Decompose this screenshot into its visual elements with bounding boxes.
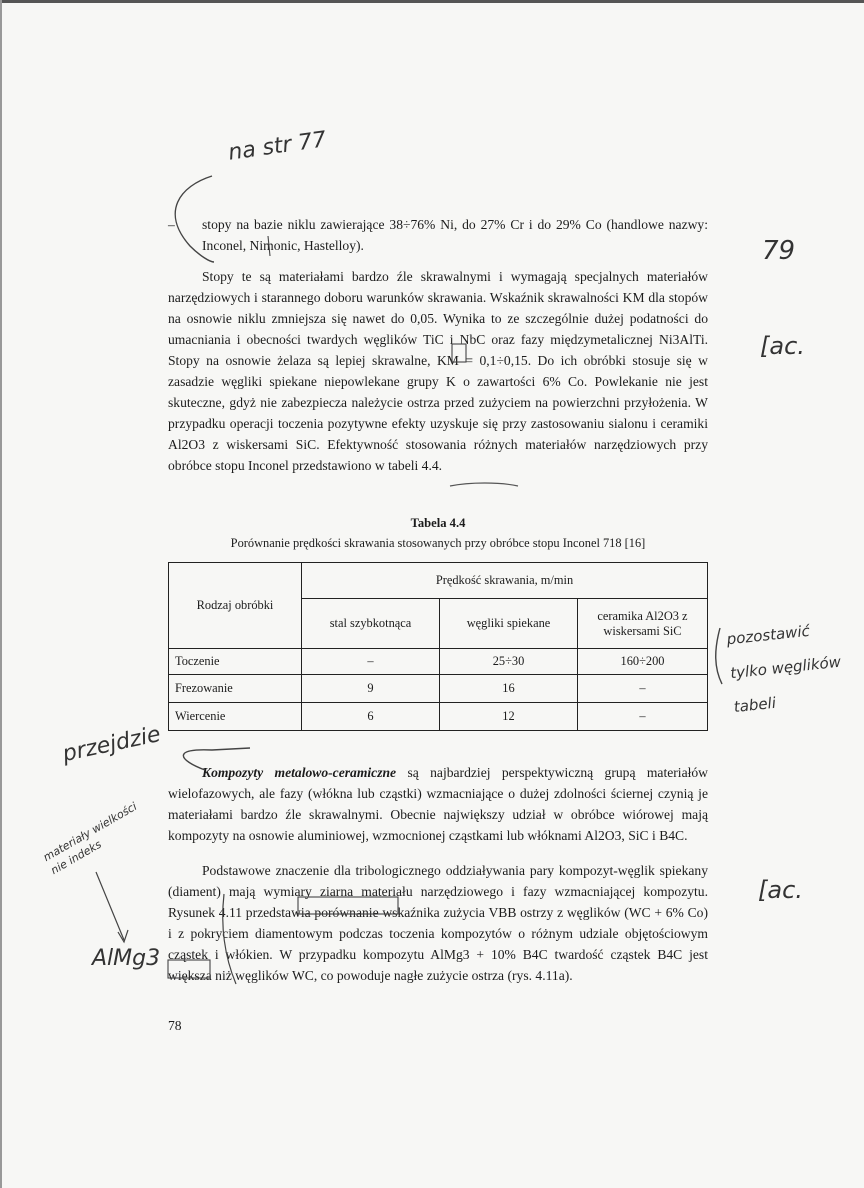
handwriting-bracket-2: [ac. xyxy=(758,876,803,904)
box-mark-rysunek xyxy=(298,897,398,914)
group-header: Prędkość skrawania, m/min xyxy=(302,563,708,599)
bracket-mark-top xyxy=(175,176,214,262)
cell: – xyxy=(578,675,708,703)
bracket-mark-middle xyxy=(183,748,250,770)
cell: 9 xyxy=(302,675,440,703)
underline-mark xyxy=(450,483,518,486)
handwriting-left-1: przejdzie xyxy=(60,721,163,768)
cell: 25÷30 xyxy=(440,649,578,675)
box-mark-stopy xyxy=(452,344,466,362)
row-name: Wiercenie xyxy=(169,703,302,731)
cell: 16 xyxy=(440,675,578,703)
cell: 12 xyxy=(440,703,578,731)
cell: 160÷200 xyxy=(578,649,708,675)
bracket-mark-right xyxy=(716,628,722,684)
cell: 6 xyxy=(302,703,440,731)
bullet-dash: – xyxy=(168,217,175,232)
handwriting-top: na str 77 xyxy=(226,127,328,166)
bullet-text: stopy na bazie niklu zawierające 38÷76% Ni, do 27% Cr i do 29% Co (handlowe nazwy: Inconel, Nimonic, Hastelloy). xyxy=(202,217,708,253)
row-name: Frezowanie xyxy=(169,675,302,703)
column-header: ceramika Al2O3 z wiskersami SiC xyxy=(578,599,708,649)
handwriting-bracket-1: [ac. xyxy=(760,332,805,360)
tick-mark-inconel xyxy=(268,236,270,256)
cell: – xyxy=(302,649,440,675)
table-title: Tabela 4.4 xyxy=(410,516,466,530)
paragraph-3-text: Podstawowe znaczenie dla tribologicznego oddziaływania pary kompozyt-węglik spiekany (diament) mają wymiary ziarna materiału narzędziowego i fazy wzmacniającej kompozytu. Rysunek 4.11 przedstawia porównanie wskaźnika zużycia VBB ostrzy z węglików (WC + 6% Co) i z pokryciem diamentowym podczas toczenia kompozytów o różnym udziale objętościowym cząstek i włókien. W przypadku kompozytu AlMg3 + 10% B4C twardość cząstek B4C jest większa niż węglików WC, co powoduje nagłe zużycie ostrza (rys. 4.11a). xyxy=(168,863,708,983)
paragraph-2-lead: Kompozyty metalowo-ceramiczne xyxy=(202,765,397,780)
arrow-mark xyxy=(96,872,124,940)
row-name: Toczenie xyxy=(169,649,302,675)
column-header: węgliki spiekane xyxy=(440,599,578,649)
handwriting-left-3: AlMg3 xyxy=(92,946,161,971)
handwriting-page-79: 79 xyxy=(762,236,796,266)
column-header: stal szybkotnąca xyxy=(302,599,440,649)
cell: – xyxy=(578,703,708,731)
paragraph-1-text: Stopy te są materiałami bardzo źle skrawalnymi i wymagają specjalnych materiałów narzędziowych i starannego doboru warunków skrawania. Wskaźnik skrawalności KM dla stopów na osnowie niklu zmniejsza się nawet do 0,05. Wynika to ze szczególnie dużej podatności do umacniania i obecności twardych węglików TiC i NbC oraz fazy międzymetalicznej Ni3AlTi. Stopy na osnowie żelaza są lepiej skrawalne, KM = 0,1÷0,15. Do ich obróbki stosuje się w zasadzie węgliki spiekane niepowlekane grupy K o zawartości 6% Co. Powlekanie nie jest skuteczne, gdyż nie zabezpiecza należycie ostrza przed zużyciem na powierzchni przyłożenia. W przypadku operacji toczenia pozytywne efekty uzyskuje się przy zastosowaniu sialonu i ceramiki Al2O3 z wiskersami SiC. Efektywność stosowania różnych materiałów narzędziowych przy obróbce stopu Inconel przedstawiono w tabeli 4.4. xyxy=(168,269,708,473)
handwriting-right-note: pozostawić tylko węglików tabeli xyxy=(725,621,842,717)
box-mark-almg3 xyxy=(168,960,210,978)
paragraph-2-body: są najbardziej perspektywiczną grupą materiałów wielofazowych, ale fazy (włókna lub cząstki) wzmacniające o dużej zdolności ściernej czynią je materiałami bardzo źle skrawalnymi. Obecnie największy udział w obróbce wiórowej mają kompozyty na osnowie aluminiowej, wzmocnionej cząstkami lub włóknami Al2O3, SiC i B4C. xyxy=(168,765,708,843)
handwriting-left-2: materiały wielkości nie indeks xyxy=(41,799,140,878)
row-header: Rodzaj obróbki xyxy=(169,563,302,649)
table-subtitle: Porównanie prędkości skrawania stosowanych przy obróbce stopu Inconel 718 [16] xyxy=(230,536,646,550)
page-number: 78 xyxy=(168,1018,182,1033)
margin-mark-left xyxy=(223,894,236,984)
